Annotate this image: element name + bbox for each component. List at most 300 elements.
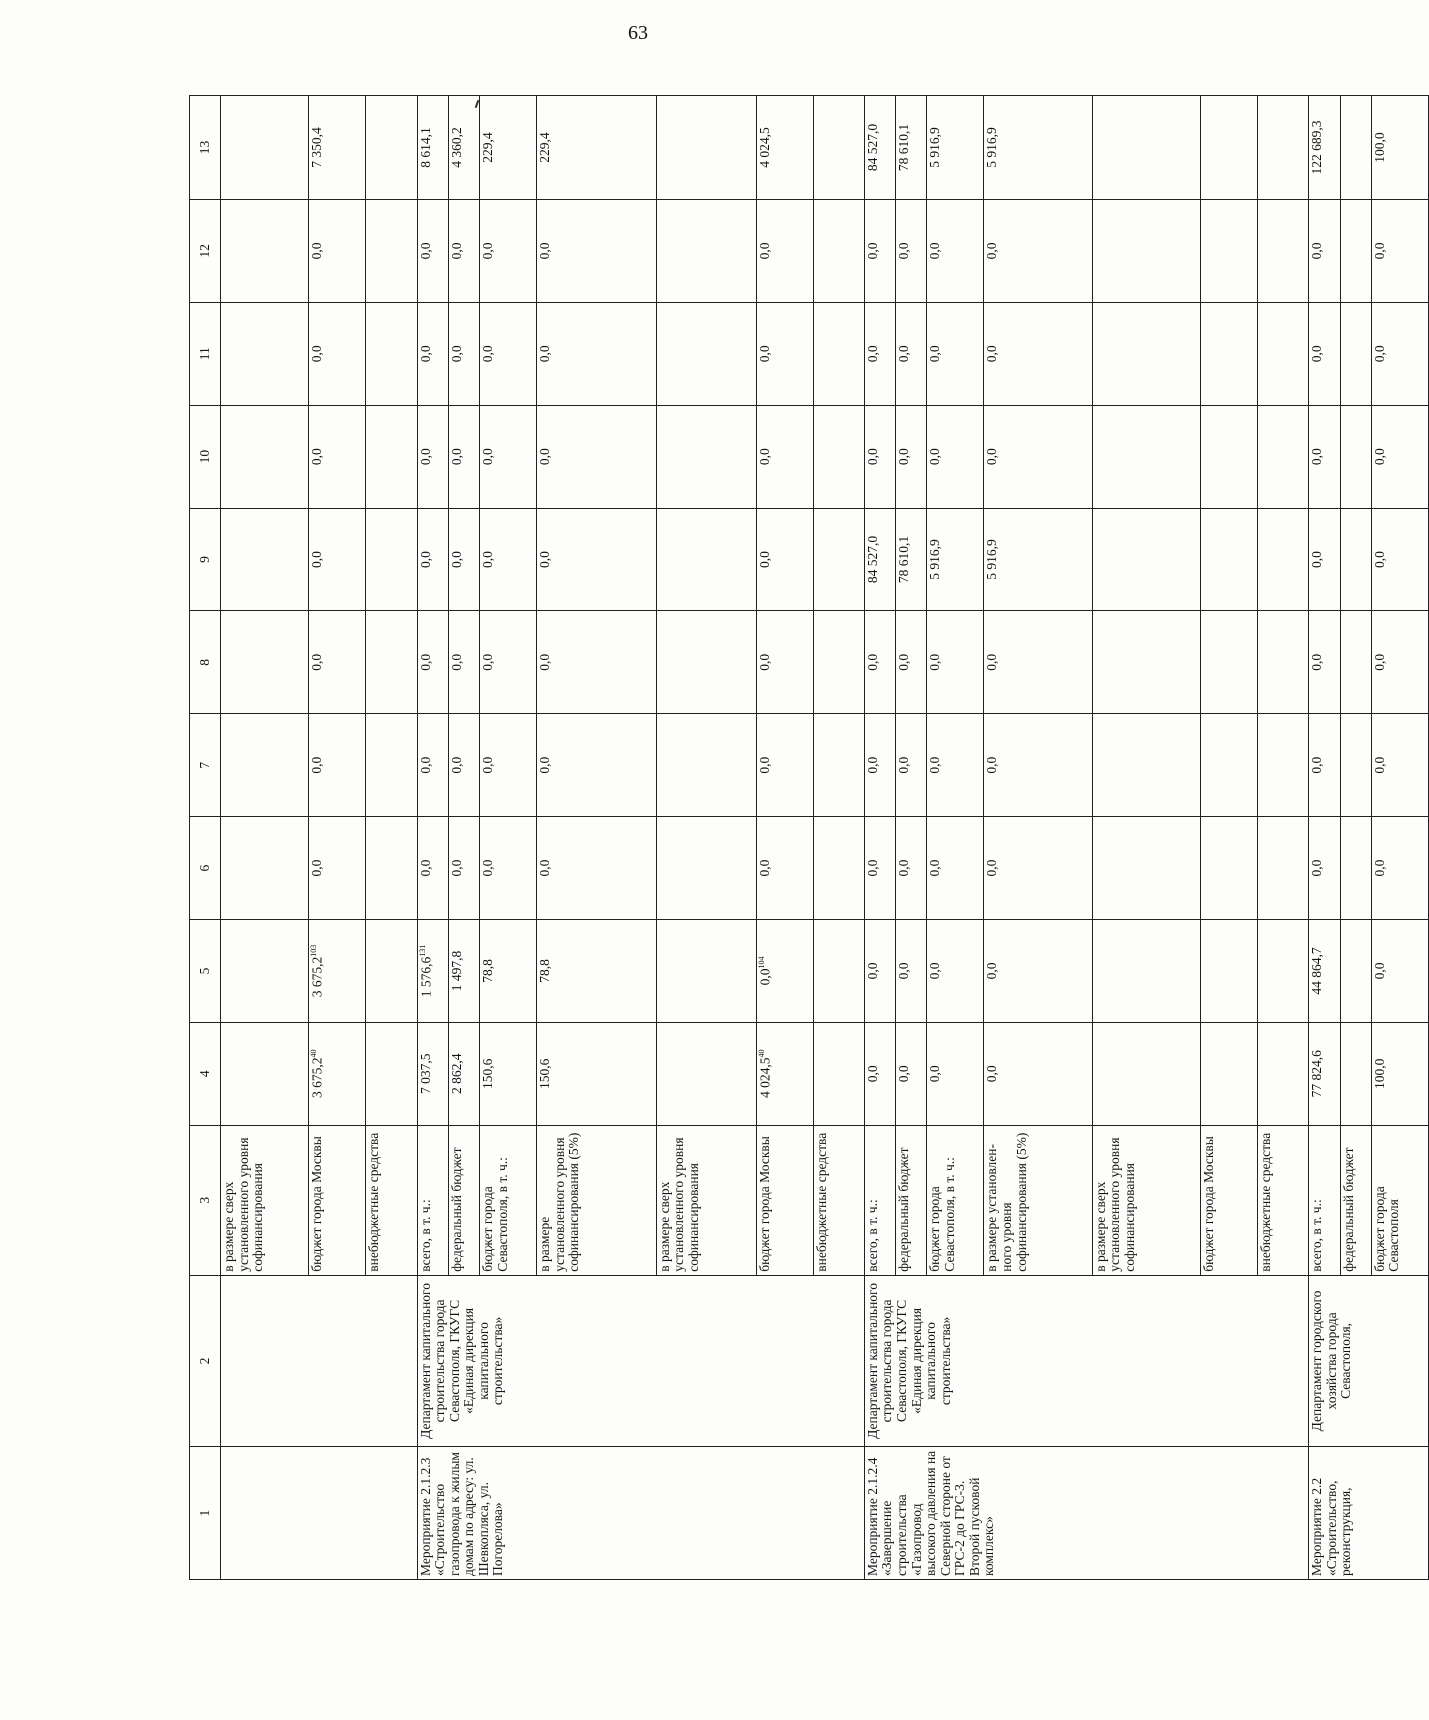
amount-cell <box>813 405 864 508</box>
amount-value: 0,0 <box>1309 242 1325 260</box>
amount-cell <box>309 611 366 714</box>
amount-value: 0,0 <box>896 653 912 671</box>
amount-cell <box>927 611 984 714</box>
amount-cell <box>813 199 864 302</box>
amount-value: 0,0 <box>864 345 880 363</box>
amount-cell <box>448 817 479 920</box>
amount-cell <box>537 405 657 508</box>
amount-cell <box>984 405 1092 508</box>
amount-cell <box>656 714 756 817</box>
col-header: 13 <box>190 96 221 200</box>
amount-cell <box>1200 1022 1257 1125</box>
rotated-table-container <box>189 95 1429 1580</box>
amount-value: 0,0 <box>896 1065 912 1083</box>
amount-cell <box>1340 920 1371 1023</box>
col-header: 5 <box>190 920 221 1023</box>
amount-cell <box>756 302 813 405</box>
funding-source-cell: бюджет города Москвы <box>309 1125 366 1275</box>
amount-cell <box>1092 302 1200 405</box>
amount-cell <box>984 1022 1092 1125</box>
amount-cell <box>1257 96 1308 200</box>
amount-value: 122 689,3 <box>1309 120 1325 175</box>
amount-cell <box>864 96 895 200</box>
amount-value: 0,0 <box>927 653 943 671</box>
amount-value: 0,0 <box>480 653 496 671</box>
amount-value: 0,0 <box>756 551 772 568</box>
amount-cell <box>417 817 448 920</box>
amount-cell <box>366 920 417 1023</box>
funding-source-cell: бюджет города Севастополя, в т. ч.: <box>480 1125 537 1275</box>
amount-value: 0,0 <box>1371 448 1387 466</box>
amount-cell <box>864 714 895 817</box>
amount-cell <box>448 920 479 1023</box>
amount-cell <box>1309 817 1340 920</box>
amount-cell <box>1371 508 1428 611</box>
amount-value: 0,0 <box>1309 551 1325 568</box>
amount-cell <box>984 920 1092 1023</box>
amount-cell <box>221 302 309 405</box>
amount-value: 0,0 <box>309 859 325 877</box>
col-header: 7 <box>190 714 221 817</box>
amount-value: 5 916,9 <box>927 127 943 168</box>
amount-cell <box>448 508 479 611</box>
amount-cell <box>656 405 756 508</box>
amount-value: 78 610,1 <box>896 123 912 172</box>
amount-cell <box>537 611 657 714</box>
amount-cell <box>448 714 479 817</box>
amount-value: 78,8 <box>537 959 553 983</box>
funding-source-cell: в размере сверх установленного уровня софинансирования <box>221 1125 309 1275</box>
amount-value: 100,0 <box>1371 132 1387 163</box>
measure-name-cell: Мероприятие 2.1.2.3 «Строительство газопровода к жилым домам по адресу: ул. Шевкопляса, ул. Погорелова» <box>417 1447 864 1580</box>
amount-value: 0,0 <box>448 653 464 671</box>
amount-cell <box>221 920 309 1023</box>
amount-value: 0,0 <box>1371 345 1387 363</box>
amount-value: 84 527,0 <box>864 535 880 584</box>
amount-cell <box>1257 302 1308 405</box>
amount-value: 0,0 <box>927 859 943 877</box>
amount-cell <box>1340 302 1371 405</box>
funding-source-cell: бюджет города Севастополя, в т. ч.: <box>927 1125 984 1275</box>
col-header: 11 <box>190 302 221 405</box>
funding-source-cell: всего, в т. ч.: <box>864 1125 895 1275</box>
amount-cell <box>1340 199 1371 302</box>
amount-cell <box>309 199 366 302</box>
amount-cell <box>984 611 1092 714</box>
amount-cell <box>864 1022 895 1125</box>
amount-value: 0,0 <box>896 242 912 260</box>
amount-cell <box>448 1022 479 1125</box>
amount-value: 0,0 <box>756 242 772 260</box>
amount-value: 0,0 <box>1371 653 1387 671</box>
amount-value: 0,0 <box>417 756 433 774</box>
col-header: 1 <box>190 1447 221 1580</box>
amount-cell <box>1309 302 1340 405</box>
amount-cell <box>1340 96 1371 200</box>
amount-cell <box>864 817 895 920</box>
amount-cell <box>417 96 448 200</box>
amount-value: 0,0 <box>984 859 1000 877</box>
amount-value: 0,0 <box>537 756 553 774</box>
amount-value: 0,0 <box>756 653 772 671</box>
amount-cell <box>1092 920 1200 1023</box>
amount-cell <box>1340 1022 1371 1125</box>
amount-value: 0,0 <box>1371 859 1387 877</box>
amount-cell <box>813 817 864 920</box>
amount-value: 0,0 <box>480 242 496 260</box>
amount-cell <box>1200 508 1257 611</box>
amount-cell <box>927 508 984 611</box>
footnote-ref: 103 <box>309 944 319 957</box>
amount-cell <box>1257 508 1308 611</box>
amount-value: 0,0 <box>756 859 772 877</box>
amount-cell <box>864 920 895 1023</box>
amount-cell <box>1340 714 1371 817</box>
amount-value: 0,0 <box>896 859 912 877</box>
amount-value: 0,0 <box>537 448 553 466</box>
amount-value: 4 024,5 <box>757 1057 773 1099</box>
amount-cell <box>813 302 864 405</box>
amount-cell <box>221 1022 309 1125</box>
amount-cell <box>1309 1022 1340 1125</box>
funding-source-cell: федеральный бюджет <box>448 1125 479 1275</box>
amount-cell <box>1092 1022 1200 1125</box>
amount-value: 229,4 <box>480 132 496 163</box>
amount-cell <box>417 302 448 405</box>
amount-value: 0,0 <box>757 968 773 986</box>
amount-value: 0,0 <box>480 756 496 774</box>
amount-value: 0,0 <box>984 242 1000 260</box>
executor-cell: Департамент капитального строительства города Севастополя, ГКУГС «Единая дирекция капитального строительства» <box>864 1275 1308 1446</box>
amount-cell <box>656 96 756 200</box>
amount-cell <box>1200 920 1257 1023</box>
amount-cell <box>480 1022 537 1125</box>
amount-value: 0,0 <box>417 653 433 671</box>
amount-cell <box>864 508 895 611</box>
amount-cell <box>1309 96 1340 200</box>
footnote-ref: 40 <box>309 1049 319 1058</box>
amount-cell <box>417 1022 448 1125</box>
amount-cell <box>448 96 479 200</box>
amount-cell <box>480 508 537 611</box>
amount-value: 0,0 <box>864 653 880 671</box>
amount-value: 0,0 <box>864 242 880 260</box>
executor-cell <box>221 1275 418 1446</box>
amount-value: 0,0 <box>417 859 433 877</box>
amount-cell <box>1200 405 1257 508</box>
amount-cell <box>1257 611 1308 714</box>
financing-table <box>189 95 1429 1580</box>
amount-cell <box>1371 199 1428 302</box>
amount-value: 5 916,9 <box>984 539 1000 580</box>
amount-cell <box>309 817 366 920</box>
amount-cell <box>984 96 1092 200</box>
amount-value: 0,0 <box>1309 653 1325 671</box>
amount-cell <box>813 611 864 714</box>
amount-value: 5 916,9 <box>927 539 943 580</box>
amount-value: 0,0 <box>927 345 943 363</box>
amount-cell <box>896 1022 927 1125</box>
amount-cell <box>1257 817 1308 920</box>
col-header: 2 <box>190 1275 221 1446</box>
amount-cell <box>1371 405 1428 508</box>
funding-source-cell: бюджет города Москвы <box>756 1125 813 1275</box>
amount-value: 0,0 <box>756 448 772 466</box>
amount-value: 0,0 <box>537 242 553 260</box>
funding-source-cell: всего, в т. ч.: <box>1309 1125 1340 1275</box>
amount-cell <box>221 508 309 611</box>
funding-source-cell: внебюджетные средства <box>366 1125 417 1275</box>
amount-value: 0,0 <box>1309 859 1325 877</box>
amount-cell <box>1340 611 1371 714</box>
column-number-row <box>190 96 221 1580</box>
amount-cell <box>927 920 984 1023</box>
table-row <box>417 96 448 1580</box>
amount-value: 1 576,6 <box>418 956 434 998</box>
amount-value: 0,0 <box>480 345 496 363</box>
amount-cell <box>984 199 1092 302</box>
amount-value: 0,0 <box>480 448 496 466</box>
amount-cell <box>537 1022 657 1125</box>
amount-cell <box>221 96 309 200</box>
amount-cell <box>756 611 813 714</box>
amount-cell <box>1340 508 1371 611</box>
amount-cell <box>221 817 309 920</box>
amount-value: 0,0 <box>309 448 325 466</box>
amount-value: 7 037,5 <box>417 1053 433 1095</box>
amount-cell <box>1200 302 1257 405</box>
footnote-ref: 131 <box>417 944 427 957</box>
amount-value: 0,0 <box>927 756 943 774</box>
amount-cell <box>1371 920 1428 1023</box>
table-row <box>221 96 309 1580</box>
amount-value: 0,0 <box>1309 756 1325 774</box>
amount-value: 0,0 <box>448 756 464 774</box>
amount-value: 4 024,5 <box>756 127 772 168</box>
amount-value: 0,0 <box>896 345 912 363</box>
amount-cell <box>984 817 1092 920</box>
amount-cell <box>927 817 984 920</box>
amount-cell <box>1092 817 1200 920</box>
amount-cell <box>366 96 417 200</box>
amount-cell <box>480 405 537 508</box>
amount-cell <box>1340 817 1371 920</box>
amount-cell <box>1309 508 1340 611</box>
col-header: 9 <box>190 508 221 611</box>
amount-cell <box>984 302 1092 405</box>
amount-cell <box>927 199 984 302</box>
amount-cell <box>896 714 927 817</box>
amount-cell <box>309 405 366 508</box>
amount-value: 0,0 <box>756 756 772 774</box>
amount-value: 0,0 <box>1371 756 1387 774</box>
amount-value: 84 527,0 <box>864 123 880 172</box>
amount-cell <box>864 405 895 508</box>
table-body <box>221 96 1429 1580</box>
amount-cell <box>756 405 813 508</box>
amount-cell <box>896 817 927 920</box>
table-row <box>864 96 895 1580</box>
amount-cell <box>896 302 927 405</box>
amount-value: 0,0 <box>864 859 880 877</box>
amount-cell <box>1257 714 1308 817</box>
amount-cell <box>366 302 417 405</box>
amount-cell <box>1371 611 1428 714</box>
amount-value: 0,0 <box>309 345 325 363</box>
amount-cell <box>813 714 864 817</box>
amount-value: 0,0 <box>927 448 943 466</box>
amount-value: 0,0 <box>984 448 1000 466</box>
amount-cell <box>927 1022 984 1125</box>
amount-cell <box>1371 302 1428 405</box>
amount-cell <box>1092 508 1200 611</box>
amount-cell <box>656 611 756 714</box>
amount-cell <box>480 920 537 1023</box>
funding-source-cell: в размере установлен-ного уровня софинансирования (5%) <box>984 1125 1092 1275</box>
amount-cell <box>1092 199 1200 302</box>
col-header: 12 <box>190 199 221 302</box>
amount-value: 2 862,4 <box>448 1053 464 1095</box>
amount-cell <box>896 405 927 508</box>
amount-cell <box>537 920 657 1023</box>
amount-value: 0,0 <box>309 551 325 568</box>
amount-cell <box>537 508 657 611</box>
amount-cell <box>417 920 448 1023</box>
amount-cell <box>656 199 756 302</box>
amount-cell <box>1200 817 1257 920</box>
amount-cell <box>417 405 448 508</box>
amount-cell <box>864 199 895 302</box>
amount-value: 0,0 <box>417 242 433 260</box>
amount-cell <box>366 1022 417 1125</box>
amount-value: 0,0 <box>1371 962 1387 980</box>
amount-cell <box>756 1022 813 1125</box>
amount-cell <box>448 199 479 302</box>
amount-value: 77 824,6 <box>1309 1050 1325 1098</box>
amount-cell <box>756 817 813 920</box>
amount-value: 0,0 <box>448 345 464 363</box>
amount-value: 0,0 <box>537 859 553 877</box>
amount-cell <box>537 302 657 405</box>
amount-value: 0,0 <box>448 242 464 260</box>
funding-source-cell: бюджет города Севастополя <box>1371 1125 1428 1275</box>
amount-cell <box>656 817 756 920</box>
amount-value: 44 864,7 <box>1309 947 1325 995</box>
amount-value: 78 610,1 <box>896 535 912 584</box>
amount-cell <box>1257 1022 1308 1125</box>
amount-cell <box>927 714 984 817</box>
amount-cell <box>1371 817 1428 920</box>
amount-value: 0,0 <box>537 551 553 568</box>
amount-value: 0,0 <box>309 756 325 774</box>
executor-cell: Департамент городского хозяйства города Севастополя, <box>1309 1275 1429 1446</box>
amount-cell <box>448 611 479 714</box>
amount-cell <box>656 508 756 611</box>
amount-cell <box>309 508 366 611</box>
amount-cell <box>1371 1022 1428 1125</box>
amount-cell <box>896 611 927 714</box>
amount-cell <box>813 96 864 200</box>
amount-cell <box>1371 96 1428 200</box>
amount-cell <box>1309 611 1340 714</box>
amount-cell <box>1200 714 1257 817</box>
amount-cell <box>366 611 417 714</box>
funding-source-cell: в размере установленного уровня софинансирования (5%) <box>537 1125 657 1275</box>
amount-cell <box>1092 611 1200 714</box>
col-header: 3 <box>190 1125 221 1275</box>
col-header: 4 <box>190 1022 221 1125</box>
amount-cell <box>221 405 309 508</box>
amount-value: 150,6 <box>480 1058 496 1089</box>
funding-source-cell: всего, в т. ч.: <box>417 1125 448 1275</box>
amount-value: 0,0 <box>896 448 912 466</box>
amount-cell <box>927 405 984 508</box>
amount-cell <box>756 714 813 817</box>
amount-value: 0,0 <box>1309 448 1325 466</box>
amount-value: 0,0 <box>927 242 943 260</box>
amount-cell <box>417 714 448 817</box>
amount-cell <box>448 405 479 508</box>
measure-name-cell: Мероприятие 2.1.2.4 «Завершение строительства «Газопровод высокого давления на Северной стороне от ГРС-2 до ГРС-3. Второй пусковой комплекс» <box>864 1447 1308 1580</box>
amount-cell <box>896 508 927 611</box>
amount-cell <box>480 611 537 714</box>
measure-name-cell <box>221 1447 418 1580</box>
amount-value: 0,0 <box>756 345 772 363</box>
amount-value: 0,0 <box>1371 242 1387 260</box>
amount-cell <box>1200 199 1257 302</box>
funding-source-cell: федеральный бюджет <box>1340 1125 1371 1275</box>
amount-cell <box>756 96 813 200</box>
amount-value: 0,0 <box>864 962 880 980</box>
funding-source-cell: федеральный бюджет <box>896 1125 927 1275</box>
amount-cell <box>813 508 864 611</box>
amount-cell <box>1340 405 1371 508</box>
footnote-ref: 40 <box>756 1049 766 1058</box>
amount-value: 150,6 <box>537 1058 553 1089</box>
amount-cell <box>309 920 366 1023</box>
amount-cell <box>221 714 309 817</box>
amount-cell <box>480 199 537 302</box>
amount-cell <box>927 96 984 200</box>
funding-source-cell: бюджет города Москвы <box>1200 1125 1257 1275</box>
amount-cell <box>1309 199 1340 302</box>
amount-value: 0,0 <box>1371 551 1387 568</box>
amount-value: 0,0 <box>896 962 912 980</box>
amount-value: 0,0 <box>984 345 1000 363</box>
amount-value: 0,0 <box>417 448 433 466</box>
amount-cell <box>756 920 813 1023</box>
amount-value: 5 916,9 <box>984 127 1000 168</box>
amount-cell <box>1309 405 1340 508</box>
amount-value: 78,8 <box>480 959 496 983</box>
funding-source-cell: внебюджетные средства <box>813 1125 864 1275</box>
amount-value: 0,0 <box>864 448 880 466</box>
col-header: 6 <box>190 817 221 920</box>
table-row <box>1309 96 1340 1580</box>
amount-cell <box>480 714 537 817</box>
amount-value: 3 675,2 <box>309 956 325 998</box>
amount-value: 1 497,8 <box>448 950 464 992</box>
amount-value: 0,0 <box>984 756 1000 774</box>
amount-value: 0,0 <box>448 448 464 466</box>
amount-cell <box>480 302 537 405</box>
footnote-ref: 104 <box>756 956 766 969</box>
amount-value: 3 675,2 <box>309 1057 325 1099</box>
amount-value: 0,0 <box>417 345 433 363</box>
amount-value: 8 614,1 <box>417 127 433 168</box>
amount-cell <box>1092 714 1200 817</box>
amount-value: 100,0 <box>1371 1058 1387 1089</box>
